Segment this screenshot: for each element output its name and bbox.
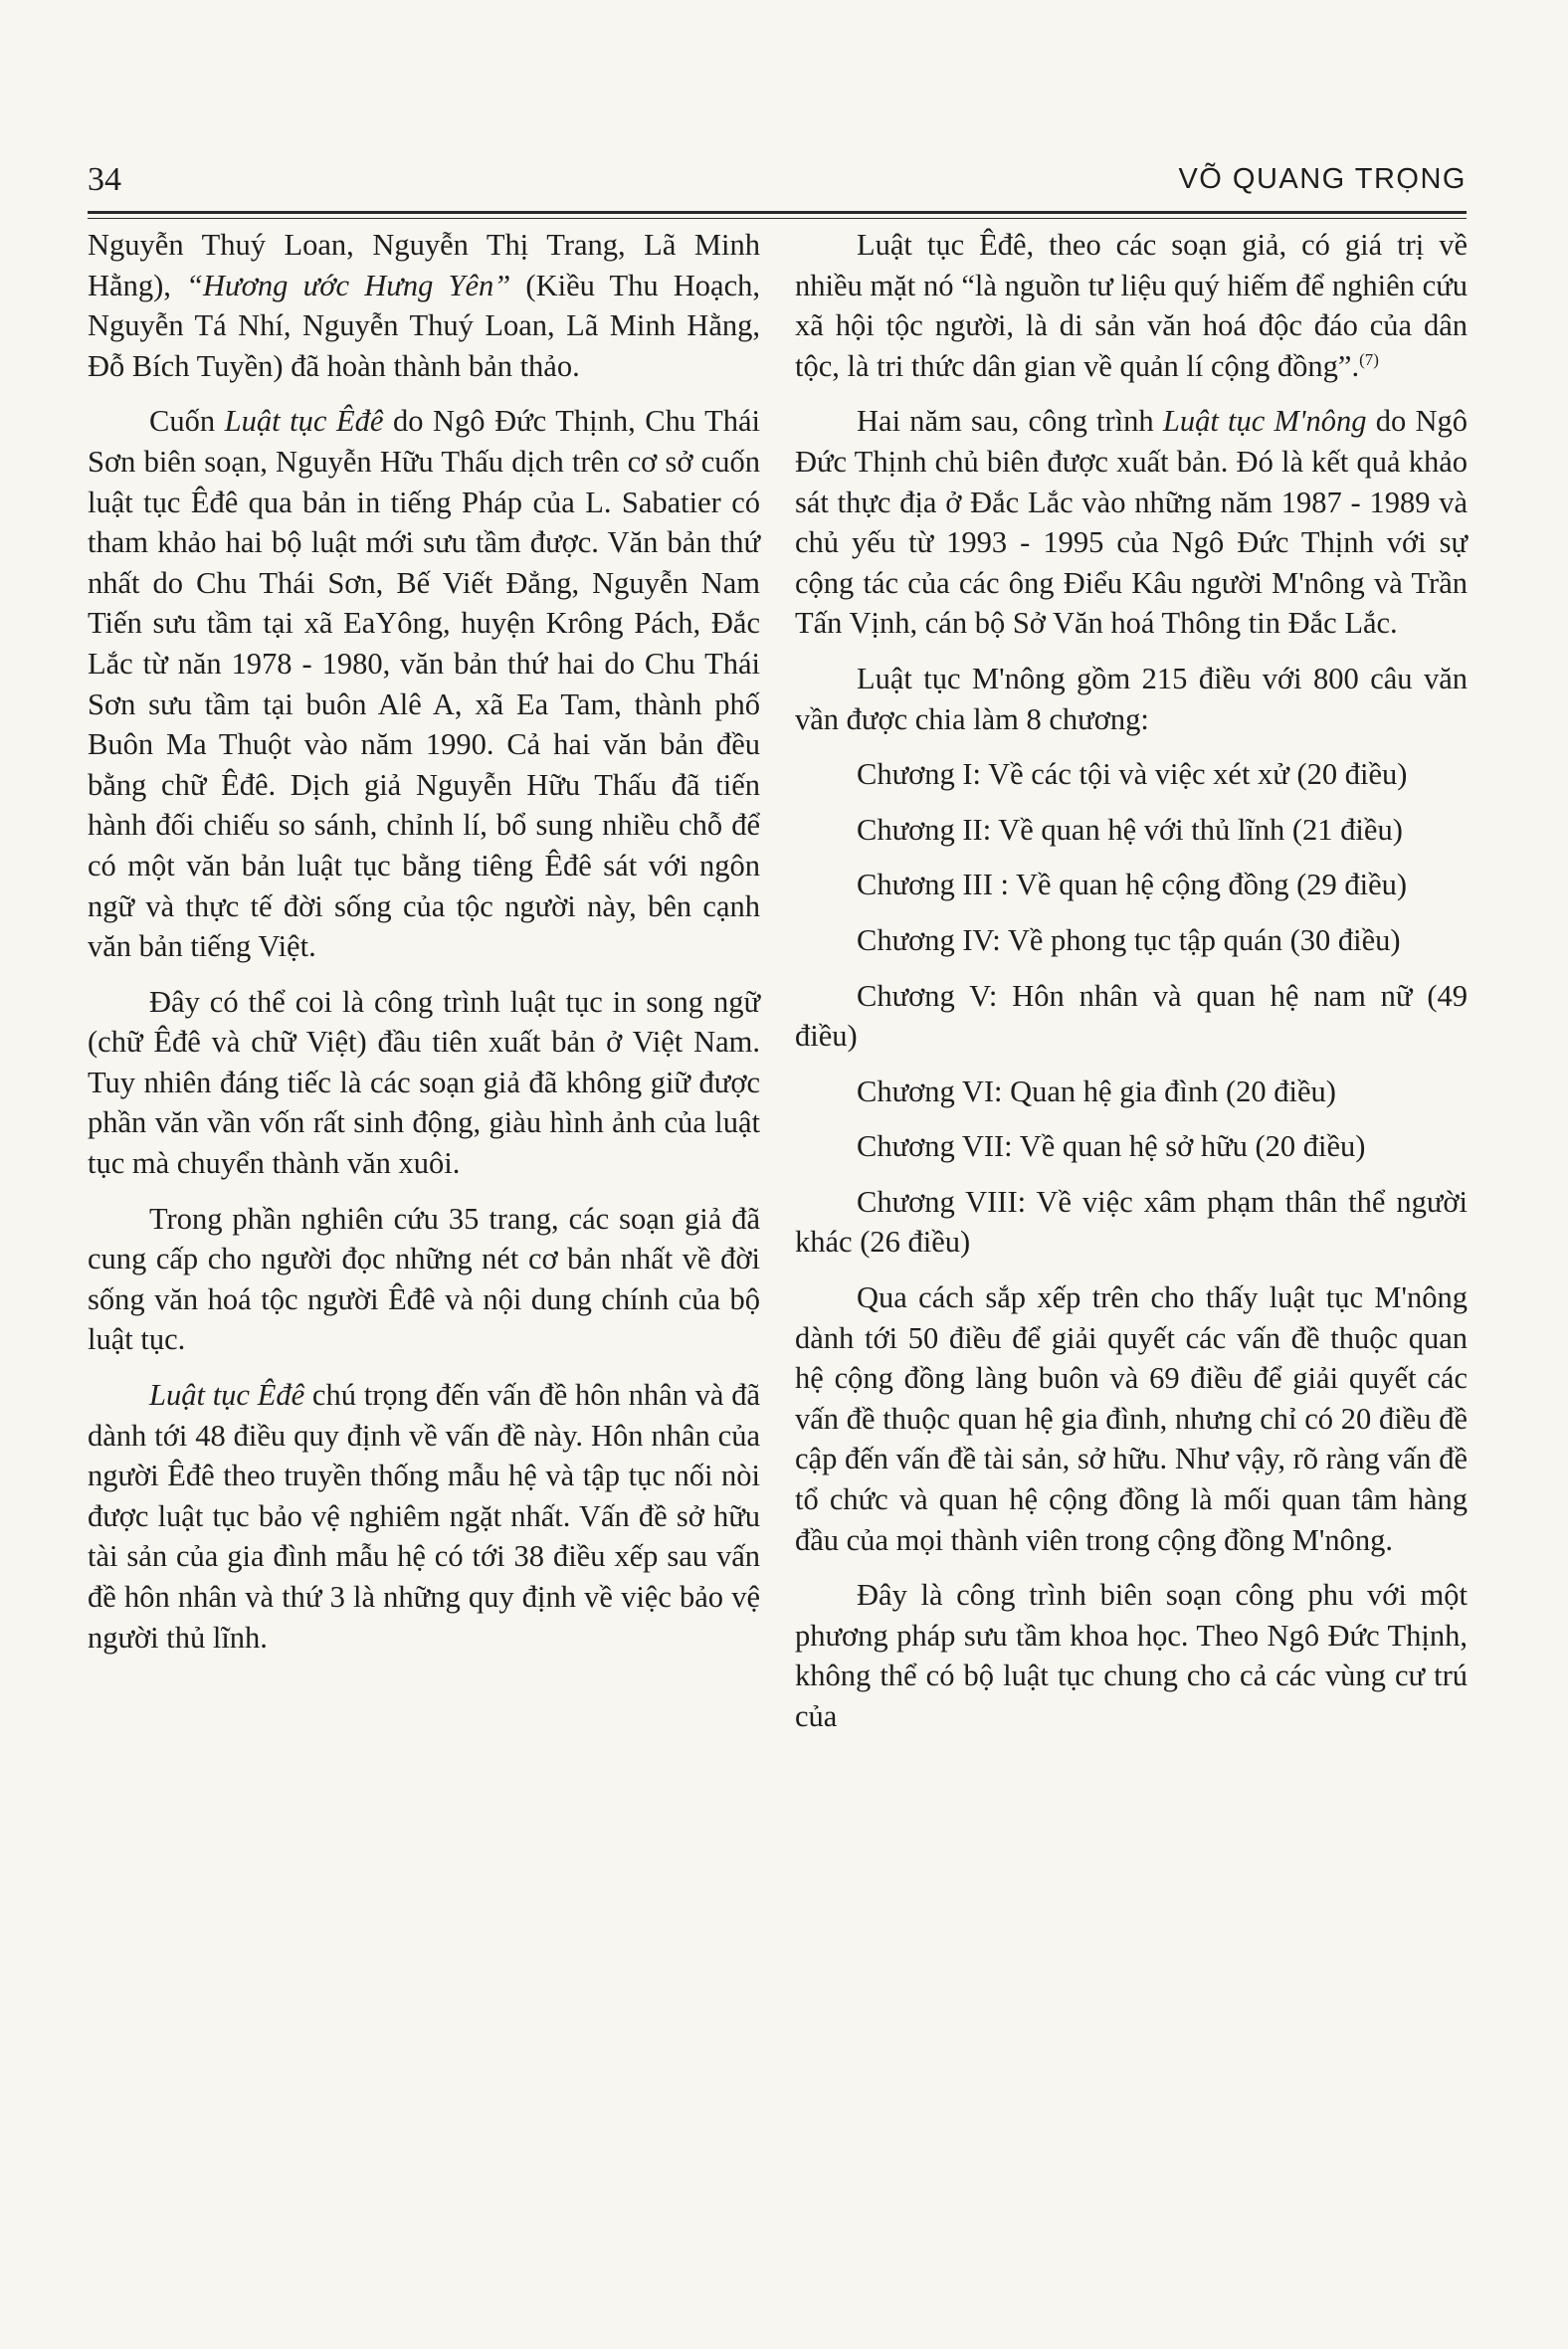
chapter-item: Chương II: Về quan hệ với thủ lĩnh (21 điều) [857, 812, 1403, 847]
paragraph: Luật tục M'nông gồm 215 điều với 800 câu văn vần được chia làm 8 chương: [795, 661, 1468, 736]
running-title: VÕ QUANG TRỌNG [1178, 163, 1467, 195]
paragraph [88, 401, 760, 966]
text-run: chú trọng đến vấn đề hôn nhân và đã dành tới 48 điều quy định về vấn đề này. Hôn nhân của người Êđê theo truyền thống mẫu hệ và tập tục nối nòi được luật tục bảo vệ nghiêm ngặt nhất. Vấn đề sở hữu tài sản của gia đình mẫu hệ có tới 38 điều xếp sau vấn đề hôn nhân và thứ 3 là những quy định về việc bảo vệ người thủ lĩnh. [88, 1378, 760, 1655]
paragraph: Đây có thể coi là công trình luật tục in song ngữ (chữ Êđê và chữ Việt) đầu tiên xuất bản ở Việt Nam. Tuy nhiên đáng tiếc là các soạn giả đã không giữ được phần văn vần vốn rất sinh động, giàu hình ảnh của luật tục mà chuyển thành văn xuôi. [88, 984, 760, 1181]
text-run: Hai năm sau, công trình [857, 404, 1163, 439]
chapter-item: Chương V: Hôn nhân và quan hệ nam nữ (49 điều) [795, 978, 1468, 1054]
text-run: do Ngô Đức Thịnh, Chu Thái Sơn biên soạn, Nguyễn Hữu Thấu dịch trên cơ sở cuốn luật tục Êđê qua bản in tiếng Pháp của L. Sabatier có tham khảo hai bộ luật mới sưu tầm được. Văn bản thứ nhất do Chu Thái Sơn, Bế Viết Đẳng, Nguyễn Nam Tiến sưu tầm tại xã EaYông, huyện Krông Pách, Đắc Lắc từ năn 1978 - 1980, văn bản thứ hai do Chu Thái Sơn sưu tầm tại buôn Alê A, xã Ea Tam, thành phố Buôn Ma Thuột vào năm 1990. Cả hai văn bản đều bằng chữ Êđê. Dịch giả Nguyễn Hữu Thấu đã tiến hành đối chiếu so sánh, chỉnh lí, bổ sung nhiều chỗ để có một văn bản luật tục bằng tiêng Êđê sát với ngôn ngữ và thực tế đời sống của tộc người này, bên cạnh văn bản tiếng Việt. [88, 404, 761, 964]
text-run: (Kiều Thu Hoạch, Nguyễn Tá Nhí, Nguyễn Thuý Loan, Lã Minh Hằng, Đỗ Bích Tuyền) đã hoàn thành bản thảo. [88, 268, 760, 383]
page-header [88, 161, 1467, 207]
paragraph: Qua cách sắp xếp trên cho thấy luật tục M'nông dành tới 50 điều để giải quyết các vấn đề thuộc quan hệ cộng đồng làng buôn và 69 điều để giải quyết các vấn đề thuộc quan hệ gia đình, nhưng chỉ có 20 điều đề cập đến vấn đề tài sản, sở hữu. Như vậy, rõ ràng vấn đề tổ chức và quan hệ cộng đồng là mối quan tâm hàng đầu của mọi thành viên trong cộng đồng M'nông. [795, 1280, 1468, 1557]
paragraph [88, 225, 760, 386]
italic-title: “Hương ước Hưng Yên” [186, 268, 511, 302]
chapter-item: Chương VIII: Về việc xâm phạm thân thể người khác (26 điều) [795, 1184, 1468, 1260]
page-number: 34 [88, 161, 121, 198]
text-run: do Ngô Đức Thịnh chủ biên được xuất bản. Đó là kết quả khảo sát thực địa ở Đắc Lắc vào những năm 1987 - 1989 và chủ yếu từ 1993 - 1995 của Ngô Đức Thịnh với sự cộng tác của các ông Điểu Kâu người M'nông và Trần Tấn Vịnh, cán bộ Sở Văn hoá Thông tin Đắc Lắc. [795, 404, 1468, 641]
paragraph [795, 225, 1468, 386]
chapter-item: Chương VI: Quan hệ gia đình (20 điều) [857, 1074, 1336, 1108]
chapter-item: Chương VII: Về quan hệ sở hữu (20 điều) [857, 1129, 1366, 1164]
italic-title: Luật tục Êđê [224, 404, 384, 439]
paragraph [88, 1375, 760, 1658]
paragraph [795, 401, 1468, 644]
footnote-ref: (7) [1359, 349, 1379, 369]
chapter-item: Chương III : Về quan hệ cộng đồng (29 điều) [857, 868, 1408, 902]
text-run: Luật tục Êđê, theo các soạn giả, có giá trị về nhiều mặt nó “là nguồn tư liệu quý hiếm để nghiên cứu xã hội tộc người, là di sản văn hoá độc đáo của dân tộc, là tri thức dân gian về quản lí cộng đồng”. [795, 228, 1468, 383]
paragraph: Trong phần nghiên cứu 35 trang, các soạn giả đã cung cấp cho người đọc những nét cơ bản nhất về đời sống văn hoá tộc người Êđê và nội dung chính của bộ luật tục. [88, 1201, 760, 1357]
text-run: Cuốn [149, 404, 225, 439]
italic-title: Luật tục Êđê [149, 1378, 305, 1413]
paragraph: Đây là công trình biên soạn công phu với một phương pháp sưu tầm khoa học. Theo Ngô Đức Thịnh, không thể có bộ luật tục chung cho cả các vùng cư trú của [795, 1578, 1468, 1733]
text-run: Nguyễn Thuý Loan, Nguyễn Thị Trang, Lã Minh Hằng), [88, 228, 760, 302]
chapter-item: Chương I: Về các tội và việc xét xử (20 điều) [857, 757, 1408, 792]
chapter-item: Chương IV: Về phong tục tập quán (30 điều) [857, 922, 1401, 957]
header-rule-thin [88, 218, 1467, 219]
right-column [795, 225, 1468, 1752]
header-rule [88, 211, 1467, 214]
left-column [88, 225, 760, 1672]
italic-title: Luật tục M'nông [1162, 404, 1367, 439]
